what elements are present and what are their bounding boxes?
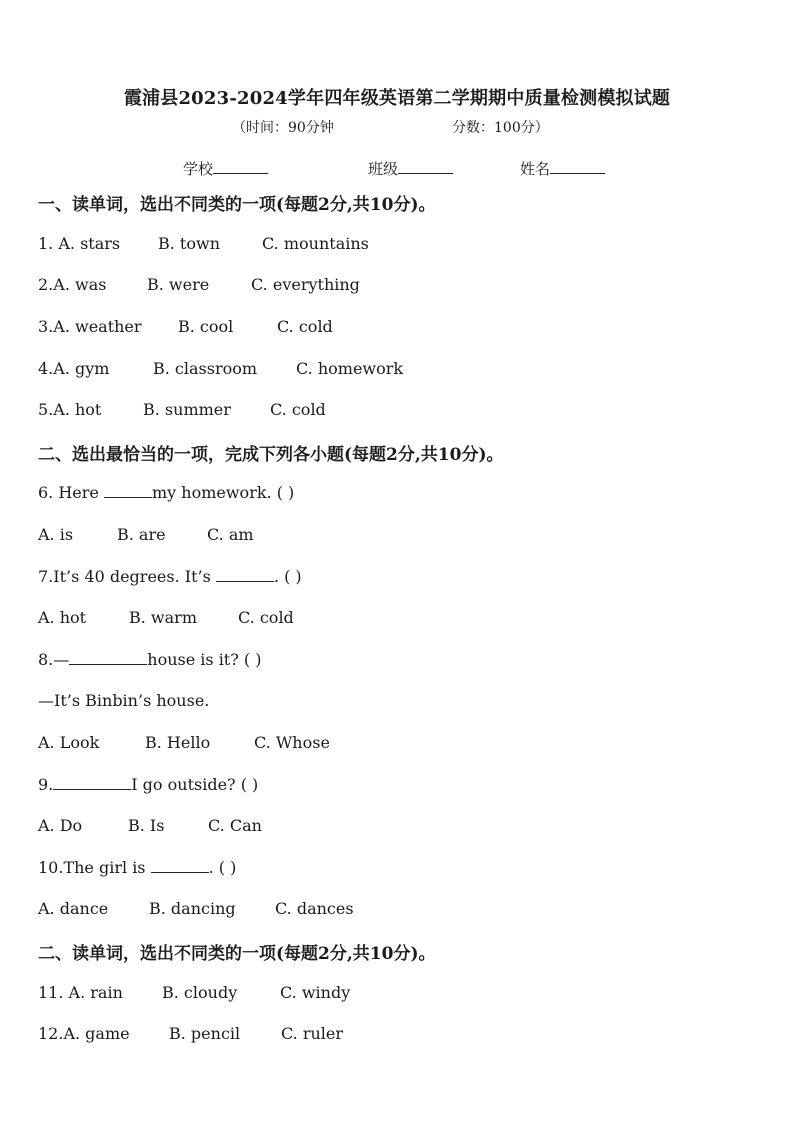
class-blank [398, 159, 453, 174]
q2-option-a: 2.A. was [38, 275, 107, 294]
q4-option-b: B. classroom [153, 359, 258, 378]
page-title: 霞浦县2023-2024学年四年级英语第二学期期中质量检测模拟试题 [123, 88, 671, 109]
q10-blank [151, 858, 209, 873]
q7-option-b: B. warm [129, 608, 197, 627]
q1-option-b: B. town [158, 234, 220, 253]
question-8-reply: —It’s Binbin’s house. [38, 691, 210, 710]
q5-option-a: 5.A. hot [38, 400, 102, 419]
q7-blank [216, 567, 274, 582]
q3-option-b: B. cool [178, 317, 234, 336]
class-field [368, 158, 453, 179]
q12-option-a: 12.A. game [38, 1024, 130, 1043]
q8-blank [69, 650, 147, 665]
school-blank [213, 159, 268, 174]
q12-option-c: C. ruler [281, 1024, 344, 1043]
name-label: 姓名 [520, 160, 551, 178]
q10-option-c: C. dances [275, 899, 354, 918]
exam-score: 分数：100分） [452, 120, 549, 136]
class-label: 班级 [368, 160, 399, 178]
school-field [183, 158, 268, 179]
q2-option-b: B. were [147, 275, 210, 294]
q6-option-a: A. is [38, 525, 74, 544]
q8-option-a: A. Look [38, 733, 100, 752]
q5-option-c: C. cold [270, 400, 326, 419]
name-blank [550, 159, 605, 174]
q8-option-b: B. Hello [145, 733, 211, 752]
q6-blank [104, 483, 152, 498]
q9-option-b: B. Is [128, 816, 165, 835]
q11-option-c: C. windy [280, 983, 351, 1002]
question-9-stem: 9. I go outside? ( ) [38, 775, 259, 794]
q7-option-a: A. hot [38, 608, 87, 627]
q5-option-b: B. summer [143, 400, 231, 419]
q4-option-a: 4.A. gym [38, 359, 110, 378]
q6-option-c: C. am [207, 525, 254, 544]
q2-option-c: C. everything [251, 275, 360, 294]
q9-option-c: C. Can [208, 816, 262, 835]
section-2-heading: 二、选出最恰当的一项，完成下列各小题(每题2分,共10分)。 [38, 445, 504, 465]
q10-option-b: B. dancing [149, 899, 236, 918]
q9-option-a: A. Do [38, 816, 83, 835]
q1-option-c: C. mountains [262, 234, 369, 253]
name-field [520, 158, 605, 179]
q4-option-c: C. homework [296, 359, 404, 378]
q6-option-b: B. are [117, 525, 166, 544]
question-10-stem: 10.The girl is . ( ) [38, 858, 237, 877]
question-7-stem: 7.It’s 40 degrees. It’s . ( ) [38, 567, 302, 586]
question-6-stem: 6. Here my homework. ( ) [38, 483, 295, 502]
exam-time: （时间：90分钟 [232, 120, 334, 136]
q7-option-c: C. cold [238, 608, 294, 627]
q1-option-a: 1. A. stars [38, 234, 121, 253]
section-1-heading: 一、读单词，选出不同类的一项(每题2分,共10分)。 [38, 195, 436, 215]
q11-option-a: 11. A. rain [38, 983, 123, 1002]
q8-option-c: C. Whose [254, 733, 330, 752]
q9-blank [53, 775, 131, 790]
q3-option-c: C. cold [277, 317, 333, 336]
section-3-heading: 二、读单词，选出不同类的一项(每题2分,共10分)。 [38, 944, 436, 964]
q11-option-b: B. cloudy [162, 983, 238, 1002]
question-8-stem: 8.— house is it? ( ) [38, 650, 262, 669]
school-label: 学校 [183, 160, 214, 178]
q12-option-b: B. pencil [169, 1024, 241, 1043]
q3-option-a: 3.A. weather [38, 317, 142, 336]
q10-option-a: A. dance [38, 899, 109, 918]
